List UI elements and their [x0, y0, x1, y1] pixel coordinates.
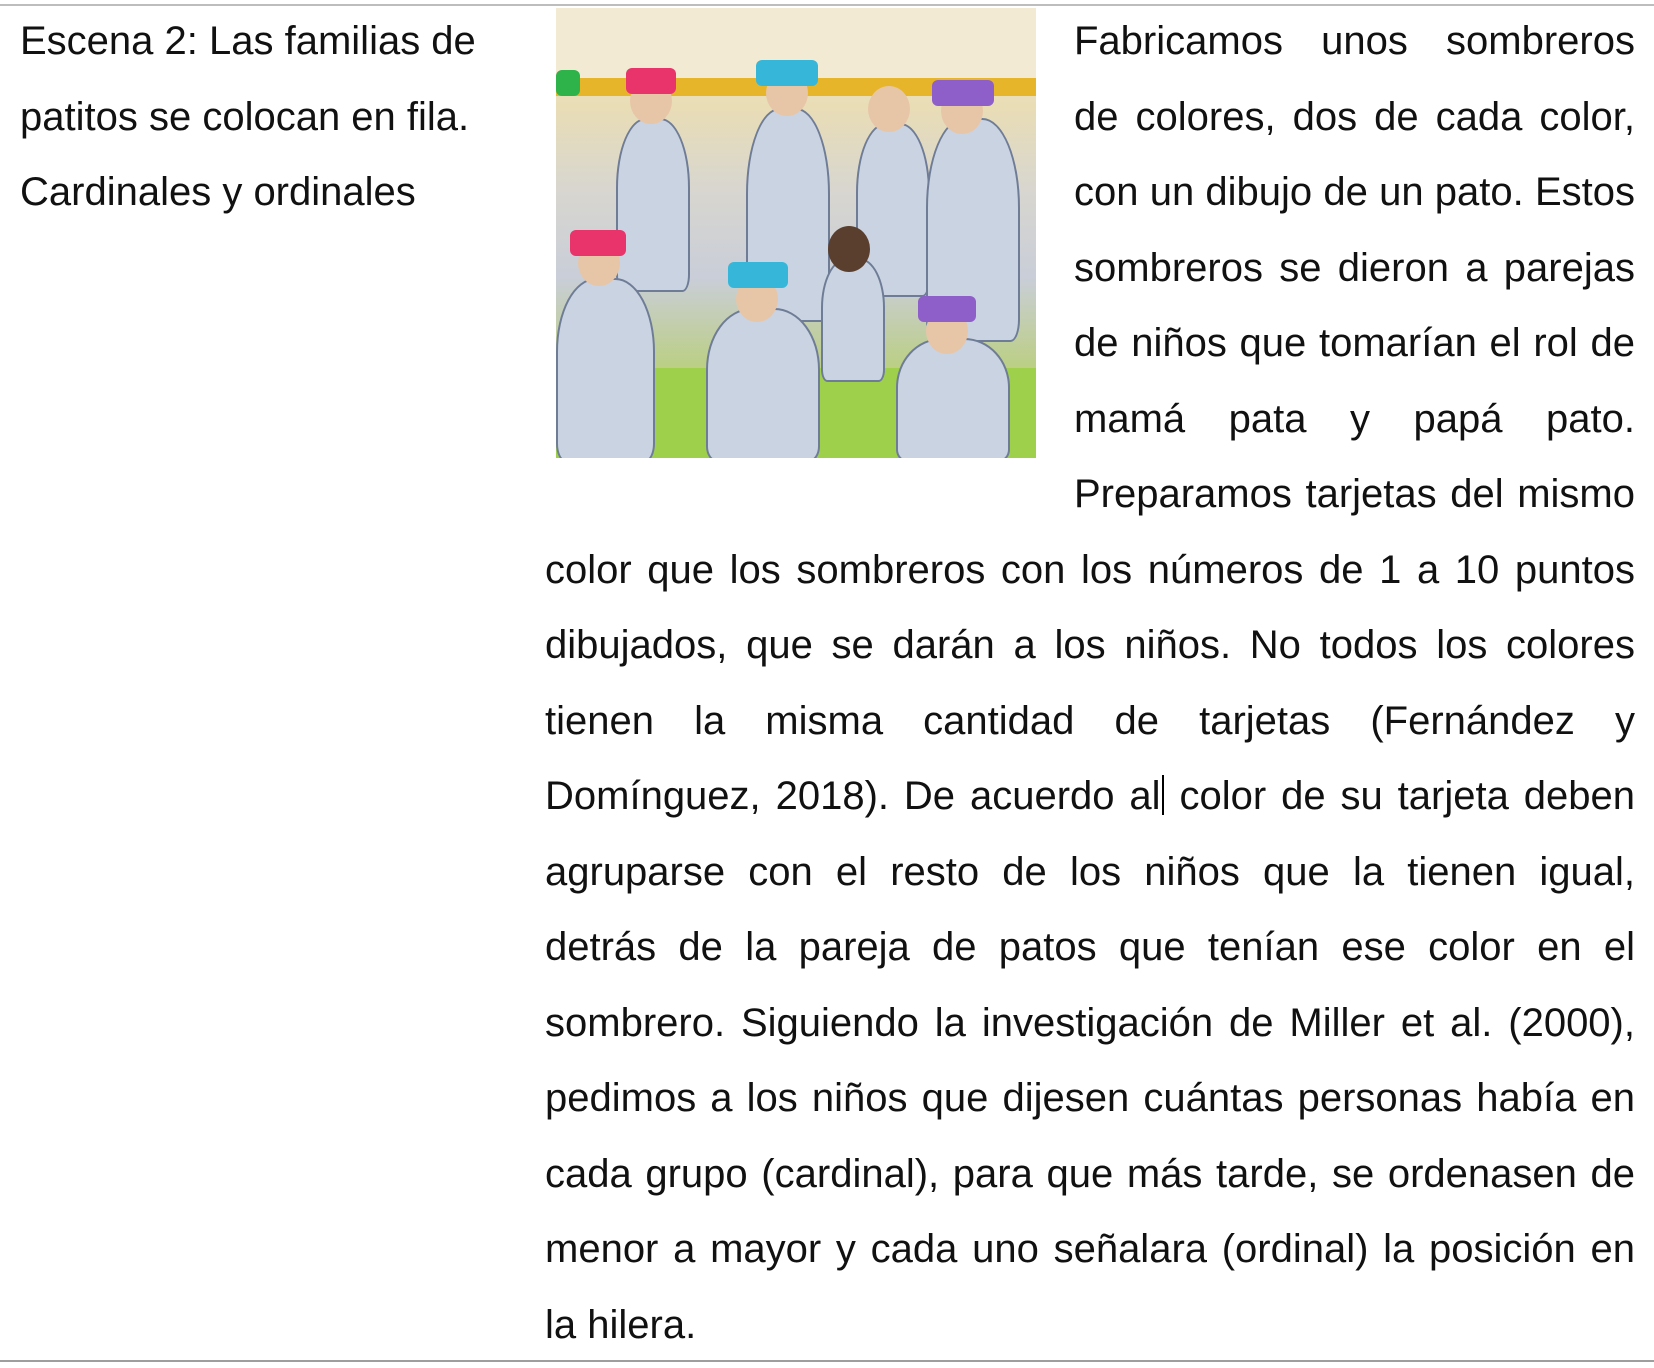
description-text: Fabricamos unos sombreros de colores, dos de cada color, con un dibujo de un pato. Estos sombreros se dieron a parejas de niños que tomarían el rol de mamá pata y papá pato. Preparamos tarjetas del mismo color que los sombreros con los números de 1 a 10 puntos dibujados, que se darán a los niños. No todos los colores tienen la misma cantidad de tarjetas (Fernández y Domínguez, 2018). De acuerdo al: [545, 19, 1635, 818]
classroom-photo[interactable]: [556, 8, 1036, 458]
scene-title-line-3: Cardinales y ordinales: [20, 170, 416, 214]
child-figure: [896, 338, 1010, 458]
scene-title-line-2: patitos se colocan en fila.: [20, 94, 470, 139]
scene-title-cell[interactable]: [20, 4, 520, 231]
description-text-continued: color de su tarjeta deben agruparse con el resto de los niños que la tienen igual, detrás de la pareja de patos que tenían ese color en el sombrero. Siguiendo la investigación de Miller et al. (2000), pedimos a los niños que dijesen cuántas personas había en cada grupo (cardinal), para que más tarde, se ordenasen de menor a mayor y cada uno señalara (ordinal) la posición en la hilera.: [545, 774, 1636, 1347]
scene-title-line-1: Escena 2: Las familias de: [20, 19, 476, 63]
child-figure: [556, 278, 655, 458]
child-figure: [706, 308, 820, 458]
child-head: [828, 226, 870, 272]
text-cursor: [1162, 775, 1164, 815]
table-bottom-border: [0, 1360, 1654, 1362]
green-hat-icon: [556, 70, 580, 96]
child-head: [868, 86, 910, 132]
blue-hat-icon: [728, 262, 788, 288]
pink-hat-icon: [570, 230, 626, 256]
child-figure: [616, 118, 690, 292]
child-figure: [821, 258, 885, 382]
purple-hat-icon: [918, 296, 976, 322]
pink-hat-icon: [626, 68, 676, 94]
scene-description-cell[interactable]: [545, 4, 1635, 1363]
purple-hat-icon: [932, 80, 994, 106]
blue-hat-icon: [756, 60, 818, 86]
